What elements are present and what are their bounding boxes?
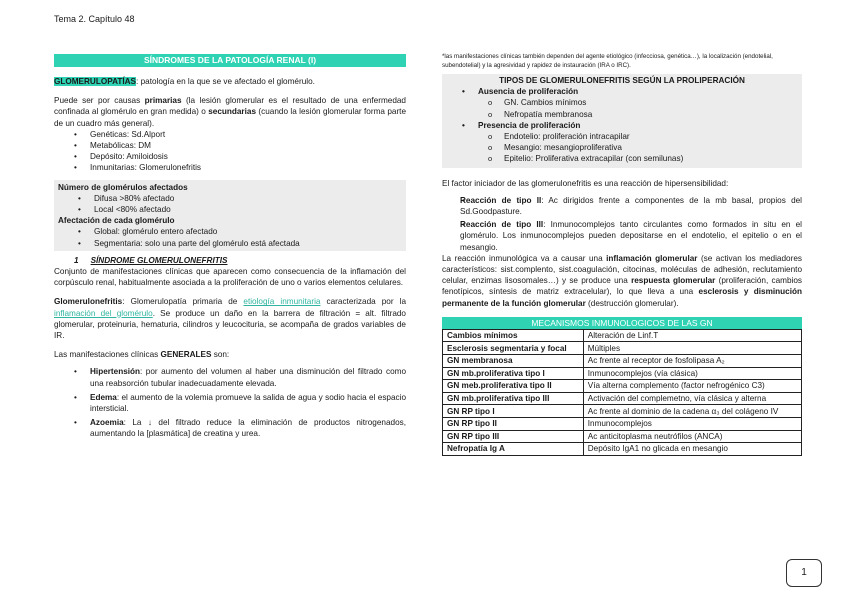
- list-item: • Ausencia de proliferación: [442, 86, 802, 97]
- mechanisms-table: [442, 329, 802, 456]
- table-cell-description: Ac frente al receptor de fosfolipasa A₂: [583, 355, 801, 368]
- box-title: Número de glomérulos afectados: [58, 182, 188, 192]
- list-item: o Epitelio: Proliferativa extracapilar (con semilunas): [442, 153, 802, 164]
- table-cell-description: Ac frente al dominio de la cadena α₃ del colágeno IV: [583, 405, 801, 418]
- etiologia-link[interactable]: etiología inmunitaria: [243, 297, 321, 307]
- tipos-box: [442, 74, 802, 168]
- table-cell-description: Depósito IgA1 no glicada en mesangio: [583, 443, 801, 456]
- list-item: o GN. Cambios mínimos: [442, 97, 802, 108]
- causes-paragraph: Puede ser por causas primarias (la lesión glomerular es el resultado de una enfermedad confinada al glomérulo en gran medida) o secundarias (cuando la lesión glomerular forma parte de un cuadro más general).: [54, 96, 406, 128]
- list-item: • Genéticas: Sd.Alport: [54, 129, 406, 140]
- list-item: • Azoemia: La ↓ del filtrado reduce la eliminación de productos nitrogenados, aumentando la [plasmática] de creatina y urea.: [54, 417, 406, 439]
- note-text: *las manifestaciones clínicas también dependen del agente etiológico (infecciosa, genética…), la localización (endotelial, subendotelial) y la agresividad y rapidez de instauración (IRA o IRC).: [442, 53, 773, 69]
- table-row: [443, 443, 802, 456]
- table-cell-mechanism: GN meb.proliferativa tipo II: [443, 380, 584, 393]
- list-item: • Metabólicas: DM: [54, 140, 406, 151]
- table-cell-mechanism: GN RP tipo I: [443, 405, 584, 418]
- table-cell-mechanism: Nefropatía Ig A: [443, 443, 584, 456]
- table-row: [443, 430, 802, 443]
- section-banner: SÍNDROMES DE LA PATOLOGÍA RENAL (I): [54, 54, 406, 67]
- section-description: Conjunto de manifestaciones clínicas que aparecen como consecuencia de la inflamación del corpúsculo renal, habitualmente asociada a la proliferación de uno o varios elementos celulares.: [54, 267, 406, 288]
- table-cell-mechanism: Cambios mínimos: [443, 329, 584, 342]
- section-heading: 1 SÍNDROME GLOMERULONEFRITIS: [74, 255, 228, 265]
- page-number: 1: [786, 559, 822, 587]
- table-cell-description: Vía alterna complemento (factor nefrogénico C3): [583, 380, 801, 393]
- list-item: • Presencia de proliferación: [442, 120, 802, 131]
- table-row: [443, 418, 802, 431]
- table-row: [443, 355, 802, 368]
- table-cell-description: Activación del complemetno, vía clásica y alterna: [583, 392, 801, 405]
- reaccion-paragraph: La reacción inmunológica va a causar una inflamación glomerular (se activan los mediadores característicos: sist.complento, sist.coagulación, citocinas, moléculas de adhesión, reclutamiento celular, enzimas lisosomales…) y se produce una respuesta glomerular (proliferación, cambios fenotípicos, síntesis de matriz extracelular), lo que lleva a una esclerosis y disminución permanente de la función glomerular (destrucción glomerular).: [442, 253, 802, 308]
- list-item: • Edema: el aumento de la volemia promueve la salida de agua y sodio hacia el espacio intersticial.: [54, 392, 406, 414]
- glomeruli-box: [54, 180, 406, 251]
- table-cell-description: Alteración de Linf.T: [583, 329, 801, 342]
- list-item: • Difusa >80% afectado: [58, 193, 406, 204]
- glomerulonefritis-paragraph: Glomerulonefritis: Glomerulopatía primaria de etiología inmunitaria caracterizada por la inflamación del glomérulo. Se produce un daño en la barrera de filtración = alt. filtrado glomerular, proteinuria, hematuria, cilindros y leucocituria, se acompaña de grados variables de IR.: [54, 297, 406, 341]
- table-cell-mechanism: GN mb.proliferativa tipo III: [443, 392, 584, 405]
- list-item: • Reacción de tipo III: Inmunocomplejos tanto circulantes como formados in situ en el glomérulo. Los inmunocomplejos pueden depositarse en el endotelio, el epitelio o en el mesangio.: [442, 219, 802, 253]
- list-item: o Endotelio: proliferación intracapilar: [442, 131, 802, 142]
- manifestaciones-intro: Las manifestaciones clínicas GENERALES son:: [54, 350, 230, 360]
- table-row: [443, 367, 802, 380]
- table-cell-mechanism: GN RP tipo III: [443, 430, 584, 443]
- reaccion-list: [442, 195, 802, 253]
- table-cell-mechanism: Esclerosis segmentaria y focal: [443, 342, 584, 355]
- factor-text: El factor iniciador de las glomerulonefritis es una reacción de hipersensibilidad:: [442, 178, 729, 188]
- list-item: • Depósito: Amiloidosis: [54, 151, 406, 162]
- list-item: • Local <80% afectado: [58, 204, 406, 215]
- box-title: Afectación de cada glomérulo: [58, 216, 175, 226]
- glomerulopatias-definition: GLOMERULOPATÍAS: patología en la que se ve afectado el glomérulo.: [54, 77, 315, 86]
- right-column: [442, 52, 802, 456]
- list-item: o Mesangio: mesangioproliferativa: [442, 142, 802, 153]
- table-cell-description: Inmunocomplejos: [583, 418, 801, 431]
- list-item: • Inmunitarias: Glomerulonefritis: [54, 162, 406, 173]
- list-item: • Reacción de tipo II: Ac dirigidos frente a componentes de la mb basal, propios del Sd.Goodpasture.: [442, 195, 802, 217]
- table-row: [443, 405, 802, 418]
- inflamacion-link[interactable]: inflamación del glomérulo: [54, 308, 153, 318]
- manifestaciones-list: [54, 366, 406, 439]
- glomerulopatias-term: GLOMERULOPATÍAS: [54, 77, 137, 86]
- tipos-title: TIPOS DE GLOMERULONEFRITIS SEGÚN LA PROLIPERACIÓN: [499, 76, 745, 85]
- table-row: [443, 342, 802, 355]
- list-item: • Segmentaria: solo una parte del glomérulo está afectada: [58, 238, 406, 249]
- list-item: • Global: glomérulo entero afectado: [58, 226, 406, 237]
- causes-list: [54, 129, 406, 174]
- list-item: • Hipertensión: por aumento del volumen al haber una disminución del filtrado como una reabsorción tubular inadecuadamente elevada.: [54, 366, 406, 388]
- table-cell-mechanism: GN membranosa: [443, 355, 584, 368]
- left-column: [54, 54, 406, 440]
- table-cell-description: Múltiples: [583, 342, 801, 355]
- table-cell-description: Ac anticitoplasma neutrófilos (ANCA): [583, 430, 801, 443]
- table-cell-description: Inmunocomplejos (vía clásica): [583, 367, 801, 380]
- page-header: Tema 2. Capítulo 48: [54, 14, 135, 24]
- table-row: [443, 380, 802, 393]
- table-row: [443, 392, 802, 405]
- table-cell-mechanism: GN mb.proliferativa tipo I: [443, 367, 584, 380]
- table-title: MECANISMOS INMUNOLOGICOS DE LAS GN: [442, 317, 802, 329]
- table-cell-mechanism: GN RP tipo II: [443, 418, 584, 431]
- table-row: [443, 329, 802, 342]
- list-item: o Nefropatía membranosa: [442, 109, 802, 120]
